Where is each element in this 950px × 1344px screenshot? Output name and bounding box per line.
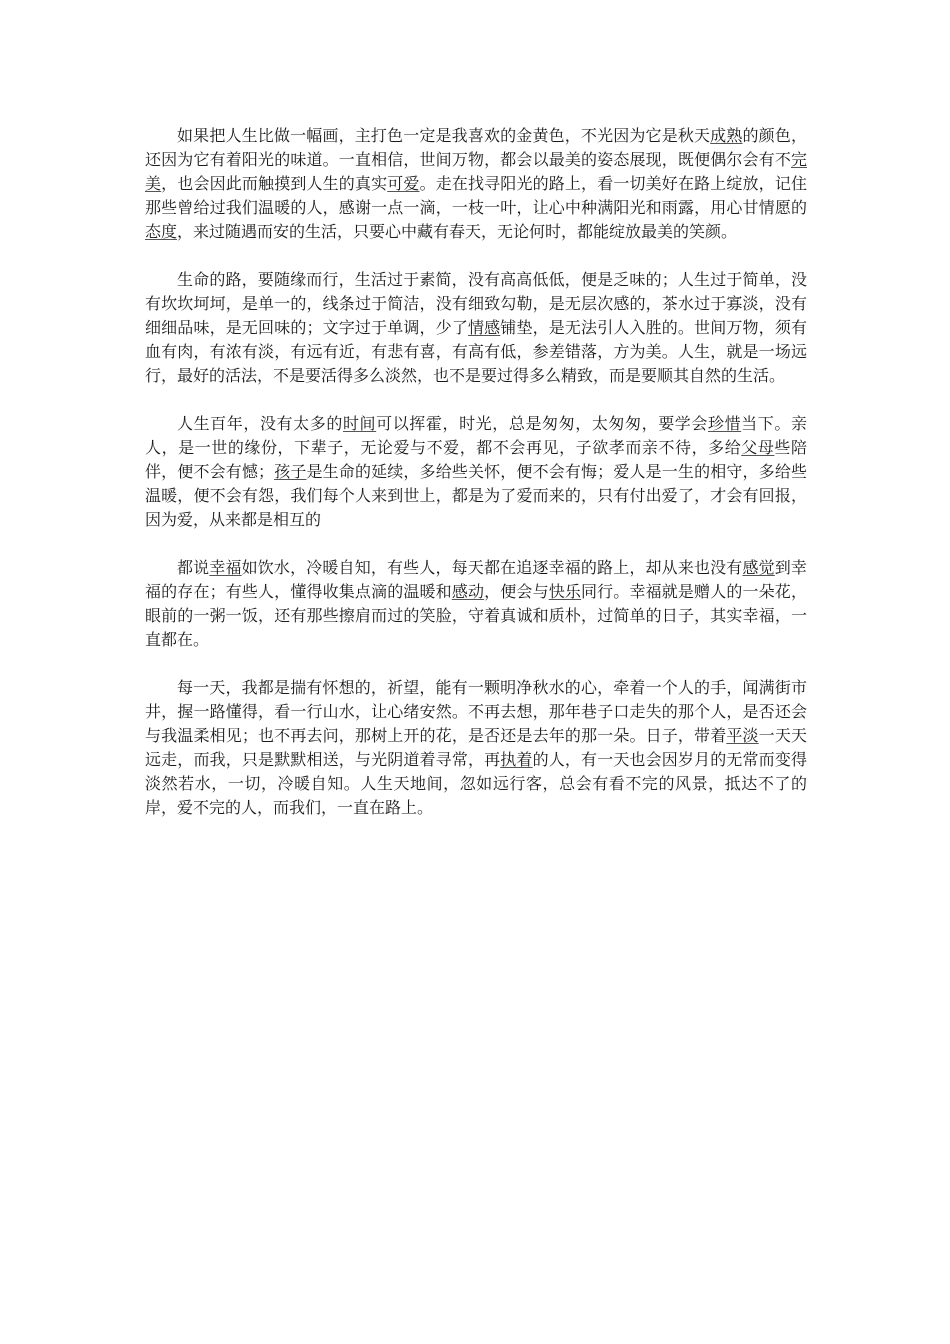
keyword-link[interactable]: 时间 <box>342 414 377 433</box>
text-segment: 如饮水，冷暖自知，有些人，每天都在追逐幸福的路上，却从来也没有 <box>241 558 743 577</box>
text-segment: 生命的路，要随缘而行，生活过于素简，没有高高低低，便是乏味的；人生过于简单，没有坎坎坷坷，是单一的，线条过于简洁，没有细致勾勒，是无层次感的，茶水过于寡淡，没有细细品味，是无回味的；文字过于单调，少了 <box>145 270 807 337</box>
text-segment: 同行。幸福就是赠人的一朵花，眼前的一粥一饭，还有那些擦肩而过的笑脸，守着真诚和质朴，过简单的日子，其实幸福，一直都在。 <box>145 582 807 649</box>
keyword-link[interactable]: 孩子 <box>274 462 307 481</box>
keyword-link[interactable]: 完美 <box>145 150 807 193</box>
keyword-link[interactable]: 态度 <box>145 222 178 241</box>
keyword-link[interactable]: 父母 <box>741 438 775 457</box>
keyword-link[interactable]: 珍惜 <box>707 414 742 433</box>
text-segment: 如果把人生比做一幅画，主打色一定是我喜欢的金黄色，不光因为它是秋天 <box>177 126 711 145</box>
article-body <box>145 124 807 844</box>
text-segment: ，来过随遇而安的生活，只要心中藏有春天，无论何时，都能绽放最美的笑颜。 <box>177 222 738 241</box>
text-segment: ，也会因此而触摸到人生的真实 <box>161 174 388 193</box>
paragraph-2 <box>145 268 807 388</box>
paragraph-1 <box>145 124 807 244</box>
text-segment: 当下。亲人，是一世的缘份，下辈子，无论爱与不爱，都不会再见，子欲孝而亲不待，多给 <box>145 414 807 457</box>
text-segment: 的颜色，还因为它有着阳光的味道。一直相信，世间万物，都会以最美的姿态展现，既便偶尔会有不 <box>145 126 807 169</box>
text-segment: 到幸福的存在；有些人，懂得收集点滴的温暖和 <box>145 558 807 601</box>
text-segment: 可以挥霍，时光，总是匆匆，太匆匆，要学会 <box>376 414 708 433</box>
text-segment: 的人，有一天也会因岁月的无常而变得淡然若水，一切，冷暖自知。人生天地间，忽如远行客，总会有看不完的风景，抵达不了的岸，爱不完的人，而我们，一直在路上。 <box>145 750 807 817</box>
keyword-link[interactable]: 幸福 <box>209 558 242 577</box>
text-segment: ，便会与 <box>484 582 549 601</box>
keyword-link[interactable]: 可爱 <box>387 174 420 193</box>
text-segment: 些陪伴，便不会有憾； <box>145 438 807 481</box>
text-segment: 人生百年，没有太多的 <box>177 414 343 433</box>
text-segment: 每一天，我都是揣有怀想的，祈望，能有一颗明净秋水的心，牵着一个人的手，闻满街市井，握一路懂得，看一行山水，让心绪安然。不再去想，那年巷子口走失的那个人，是否还会与我温柔相见；也不再去问，那树上开的花，是否还是去年的那一朵。日子，带着 <box>145 678 807 745</box>
text-segment: 是生命的延续，多给些关怀，便不会有悔；爱人是一生的相守，多给些温暖，便不会有怨，我们每个人来到世上，都是为了爱而来的，只有付出爱了，才会有回报，因为爱，从来都是相互的 <box>145 462 807 529</box>
text-segment: 。走在找寻阳光的路上，看一切美好在路上绽放，记住那些曾给过我们温暖的人，感谢一点一滴，一枝一叶，让心中种满阳光和雨露，用心甘情愿的 <box>145 174 807 217</box>
keyword-link[interactable]: 情感 <box>467 318 501 337</box>
text-segment: 铺垫，是无法引人入胜的。世间万物，须有血有肉，有浓有淡，有远有近，有悲有喜，有高有低，参差错落，方为美。人生，就是一场远行，最好的活法，不是要活得多么淡然，也不是要过得多么精致，而是要顺其自然的生活。 <box>145 318 807 385</box>
paragraph-4 <box>145 556 807 652</box>
paragraph-3 <box>145 412 807 532</box>
text-segment: 都说 <box>177 558 210 577</box>
keyword-link[interactable]: 感觉 <box>742 558 775 577</box>
text-segment: 一天天远走，而我，只是默默相送，与光阴道着寻常，再 <box>145 726 807 769</box>
keyword-link[interactable]: 感动 <box>451 582 485 601</box>
keyword-link[interactable]: 平淡 <box>726 726 759 745</box>
keyword-link[interactable]: 成熟 <box>710 126 743 145</box>
keyword-link[interactable]: 快乐 <box>548 582 582 601</box>
paragraph-5 <box>145 676 807 820</box>
keyword-link[interactable]: 执着 <box>500 750 533 769</box>
